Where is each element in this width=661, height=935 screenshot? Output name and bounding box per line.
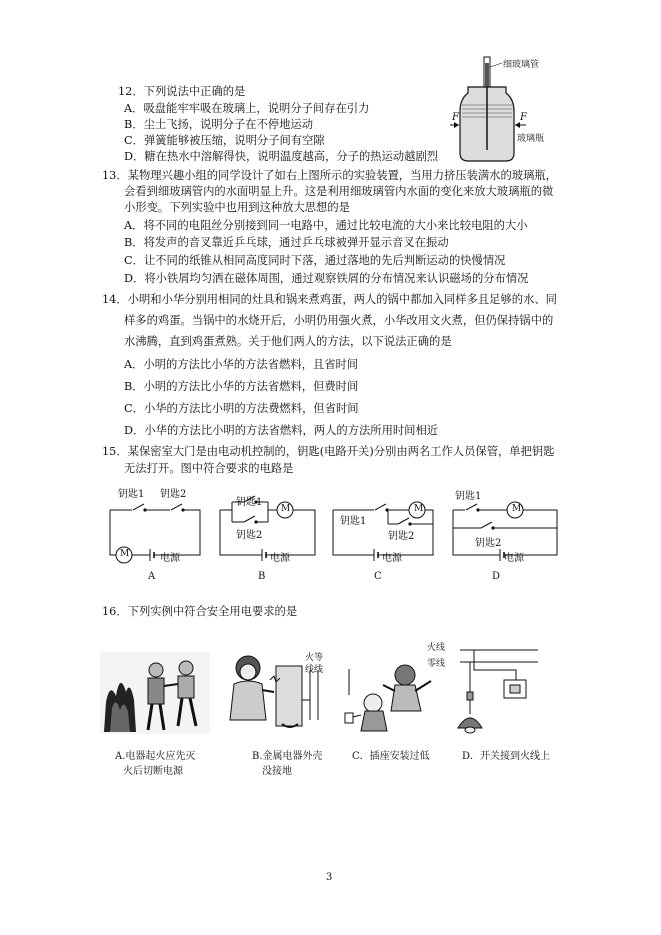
circuit-b-motor: M [281,504,291,514]
circuit-d-key1: 钥匙1 [455,491,482,502]
bottle-figure [450,55,560,165]
q14-option-a: A．小明的方法比小华的方法省燃料，且省时间 [124,358,359,371]
q13-option-a: A．将不同的电阻丝分别接到同一电路中，通过比较电流的大小来比较电阻的大小 [124,219,528,232]
q12-option-c: C．弹簧能够被压缩，说明分子间有空隙 [124,134,325,147]
q14-stem-line-3: 水沸腾，直到鸡蛋煮熟。关于他们两人的方法，以下说法正确的是 [124,335,452,348]
circuit-d-motor: M [512,504,522,514]
q12-option-d: D．糖在热水中溶解得快，说明温度越高，分子的热运动越剧烈 [124,150,439,163]
circuit-c-source: 电源 [382,553,402,564]
wire-label-b-bottom: 线线 [305,665,324,675]
bottle-diagram [450,55,560,165]
circuit-a-source: 电源 [160,553,180,564]
q14-option-b: B．小明的方法比小华的方法省燃料，但费时间 [124,380,359,393]
q12-option-a: A．吸盘能牢牢吸在玻璃上，说明分子间存在引力 [124,102,370,115]
circuit-c-letter: C [374,571,382,582]
q13-option-d: D．将小铁屑均匀洒在磁体周围，通过观察铁屑的分布情况来认识磁场的分布情况 [124,272,529,285]
circuit-c-motor: M [414,504,424,514]
q14-stem-line-2: 样多的鸡蛋。当锅中的水烧开后，小明仍用强火煮，小华改用文火煮，但仍保持锅中的 [124,314,554,327]
q13-stem-line-1: 13．某物理兴趣小组的同学设计了如右上图所示的实验装置，当用力挤压装满水的玻璃瓶， [102,169,557,182]
circuit-d-source: 电源 [504,553,524,564]
picture-wiring-scene [440,640,540,738]
circuit-a-letter: A [148,571,156,582]
circuit-b-key2: 钥匙2 [236,530,263,541]
caption-a-line1: A.电器起火应先灭 [115,751,196,762]
wire-label-d-fire: 火线 [427,643,446,653]
tube-label: 细玻璃管 [503,60,540,70]
q13-stem-line-3: 小形变。下列实验中也用到这种放大思想的是 [124,201,350,214]
circuit-a-motor: M [120,549,130,559]
q12-option-b: B．尘土飞扬，说明分子在不停地运动 [124,118,314,131]
picture-socket-scene [343,655,438,735]
circuit-b-key1: 钥匙1 [236,497,263,508]
force-left-label: F [452,112,459,123]
circuit-b [210,480,325,580]
bottle-label: 玻璃瓶 [517,134,545,144]
force-right-label: F [520,112,527,123]
q12-stem: 12．下列说法中正确的是 [118,85,246,98]
circuit-a-key1: 钥匙1 [118,489,145,500]
circuit-c [328,480,443,580]
q13-option-b: B．将发声的音叉靠近乒乓球，通过乒乓球被弹开显示音叉在振动 [124,236,449,249]
caption-a-line2: 火后切断电源 [123,766,183,777]
circuit-a [100,480,210,580]
q14-stem-line-1: 14．小明和小华分别用相同的灶具和锅来煮鸡蛋，两人的锅中都加入同样多且足够的水、同 [102,293,557,306]
circuit-c-key1: 钥匙1 [340,516,367,527]
q15-stem-line-2: 无法打开。图中符合要求的电路是 [124,462,294,475]
circuit-d-key2: 钥匙2 [475,538,502,549]
page-number: 3 [326,872,333,883]
caption-b-line2: 没接地 [262,766,292,777]
wire-label-d-neutral: 零线 [427,659,446,669]
caption-c-line1: C．插座安装过低 [352,751,430,762]
circuit-b-letter: B [258,571,266,582]
circuit-a-key2: 钥匙2 [160,489,187,500]
circuit-d-letter: D [492,571,501,582]
q14-option-c: C．小华的方法比小明的方法费燃料，但省时间 [124,402,359,415]
circuit-b-source: 电源 [270,553,290,564]
wire-label-b-top: 火等 [305,653,324,663]
q13-stem-line-2: 会看到细玻璃管内的水面明显上升。这是利用细玻璃管内水面的变化来放大玻璃瓶的微 [124,185,554,198]
q13-option-c: C．让不同的纸锥从相同高度同时下落，通过落地的先后判断运动的快慢情况 [124,254,506,267]
q14-option-d: D．小华的方法比小明的方法省燃料，两人的方法所用时间相近 [124,424,439,437]
picture-fire-scene [100,652,210,734]
q15-stem-line-1: 15．某保密室大门是由电动机控制的，钥匙(电路开关)分别由两名工作人员保管，单把钥匙 [102,445,555,458]
caption-d-line1: D．开关接到火线上 [462,751,551,762]
circuit-c-key2: 钥匙2 [388,531,415,542]
q16-stem: 16．下列实例中符合安全用电要求的是 [102,605,298,618]
caption-b-line1: B.金属电器外壳 [252,751,323,762]
